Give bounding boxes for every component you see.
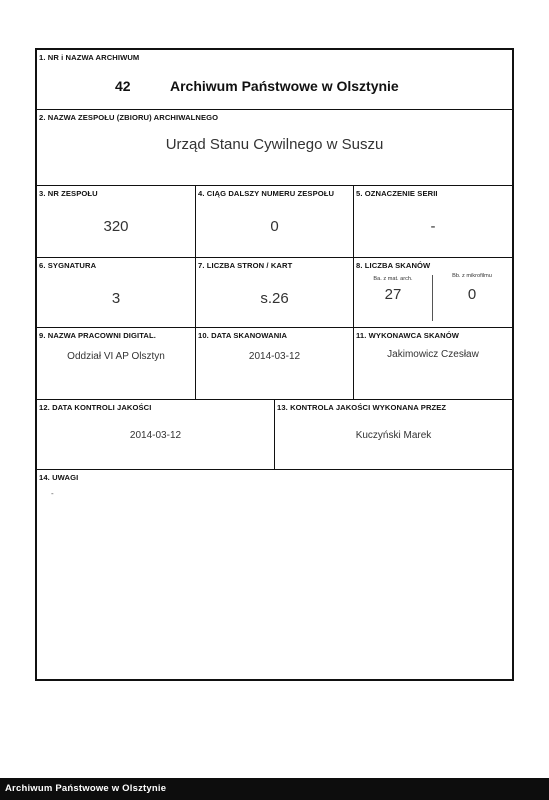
fonds-name-value: Urząd Stanu Cywilnego w Suszu xyxy=(165,136,384,153)
field-scan-count-label: 8. LICZBA SKANÓW xyxy=(356,261,431,270)
field-qc-date-label: 12. DATA KONTROLI JAKOŚCI xyxy=(39,403,152,412)
field-scan-operator-label: 11. WYKONAWCA SKANÓW xyxy=(356,331,459,340)
fonds-number-cont-value: 0 xyxy=(270,218,279,235)
field-qc-by xyxy=(275,400,512,470)
series-value: - xyxy=(430,218,436,235)
field-archive-label: 1. NR i NAZWA ARCHIWUM xyxy=(39,53,140,62)
scan-date-value: 2014-03-12 xyxy=(248,351,301,362)
field-qc-date xyxy=(37,400,275,470)
field-notes xyxy=(37,470,512,679)
scan-count-mat-value: 27 xyxy=(384,286,402,303)
field-page-count xyxy=(196,258,354,328)
scan-operator-value: Jakimowicz Czesław xyxy=(387,349,479,360)
field-series-label: 5. OZNACZENIE SERII xyxy=(356,189,438,198)
notes-value: - xyxy=(51,489,54,498)
field-scan-count xyxy=(354,258,512,328)
archive-number: 42 xyxy=(115,78,131,94)
field-fonds-number-cont xyxy=(196,186,354,258)
field-scan-operator xyxy=(354,328,512,400)
qc-by-value: Kuczyński Marek xyxy=(355,430,432,441)
scan-count-mat-label: Ba. z mat. arch. xyxy=(373,276,413,282)
field-signature-label: 6. SYGNATURA xyxy=(39,261,97,270)
field-scan-date-label: 10. DATA SKANOWANIA xyxy=(198,331,288,340)
field-digital-lab-label: 9. NAZWA PRACOWNI DIGITAL. xyxy=(39,331,156,340)
field-scan-date xyxy=(196,328,354,400)
field-fonds-number-cont-label: 4. CIĄG DALSZY NUMERU ZESPOŁU xyxy=(198,189,335,198)
field-signature xyxy=(37,258,196,328)
signature-value: 3 xyxy=(111,290,121,307)
scan-count-mikro-label: Bb. z mikrofilmu xyxy=(452,273,492,279)
page-count-value: s.26 xyxy=(260,290,289,307)
field-page-count-label: 7. LICZBA STRON / KART xyxy=(198,261,293,270)
field-fonds-name xyxy=(37,110,512,186)
field-fonds-number-label: 3. NR ZESPOŁU xyxy=(39,189,98,198)
field-fonds-name-label: 2. NAZWA ZESPOŁU (ZBIORU) ARCHIWALNEGO xyxy=(39,113,219,122)
field-fonds-number xyxy=(37,186,196,258)
field-digital-lab xyxy=(37,328,196,400)
field-qc-by-label: 13. KONTROLA JAKOŚCI WYKONANA PRZEZ xyxy=(277,403,447,412)
qc-date-value: 2014-03-12 xyxy=(129,430,182,441)
archive-name: Archiwum Państwowe w Olsztynie xyxy=(170,78,399,94)
fonds-number-value: 320 xyxy=(103,218,129,235)
scan-count-mikro-value: 0 xyxy=(467,286,477,303)
archive-form xyxy=(35,48,514,681)
field-archive xyxy=(37,50,512,110)
field-series xyxy=(354,186,512,258)
digital-lab-value: Oddział VI AP Olsztyn xyxy=(67,351,165,362)
footer-text: Archiwum Państwowe w Olsztynie xyxy=(5,783,167,794)
field-notes-label: 14. UWAGI xyxy=(39,473,79,482)
footer-bar xyxy=(0,778,549,800)
